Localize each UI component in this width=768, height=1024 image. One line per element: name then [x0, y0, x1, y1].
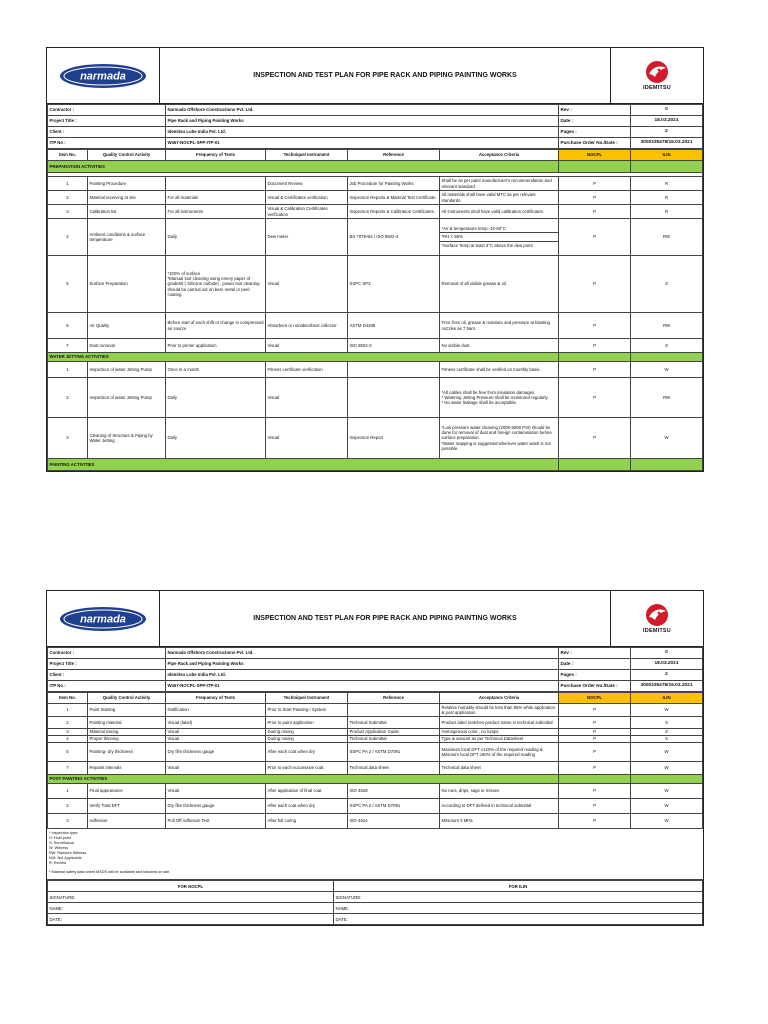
note-line: H: Hold point: [49, 835, 71, 840]
frequency-of-tests: Daily: [166, 378, 266, 418]
quality-control-activity: Material mixing: [88, 729, 166, 736]
technique-instrument: During mixing: [266, 729, 348, 736]
reference: Product Application Guide: [348, 729, 440, 736]
po-label: Purchase Order No./Date :: [559, 138, 631, 149]
nocpl-inspection-type: P: [559, 418, 631, 459]
reference-header: Reference: [348, 150, 440, 161]
nocpl-inspection-type: P: [559, 736, 631, 743]
quality-control-activity: Surface Preparation: [88, 256, 166, 313]
item-no: 7: [48, 762, 88, 775]
reference: SSPC SP3: [348, 256, 440, 313]
nocpl-inspection-type: P: [559, 814, 631, 829]
quality-control-activity: Adhesion: [88, 814, 166, 829]
narmada-logo-text: narmada: [80, 613, 126, 625]
table-row: [48, 743, 703, 762]
table-row: [48, 378, 703, 418]
info-row-contractor: [48, 648, 703, 659]
item-no: 7: [48, 339, 88, 353]
info-row-itp: [48, 681, 703, 692]
page-header: [47, 48, 703, 104]
quality-control-activity: Painting Procedure: [88, 177, 166, 191]
po-value: 3000335478/15.03.2021: [631, 681, 703, 692]
quality-control-activity: Inspection of water Jetting Pump: [88, 378, 166, 418]
item-no: 3: [48, 205, 88, 219]
reference: Inspection Reports & Calibration Certificates.: [348, 205, 440, 219]
nocpl-inspection-type: P: [559, 219, 631, 256]
frequency-of-tests: Prior to primer application: [166, 339, 266, 353]
narmada-logo-text: narmada: [80, 70, 126, 82]
frequency-of-tests: For all materials: [166, 191, 266, 205]
idemitsu-logo-text: IDEMITSU: [643, 628, 671, 634]
date-label: Date :: [559, 116, 631, 127]
ilin-inspection-type: S: [631, 729, 703, 736]
acceptance-criteria-line: *Surface Temp at least 3°C above the dew point: [441, 242, 533, 248]
itp-table-page-2: [47, 692, 703, 829]
acceptance-criteria: Type & amount as per Technical Datasheet: [440, 736, 559, 743]
client-label: Client :: [48, 670, 166, 681]
item-no: 3: [48, 418, 88, 459]
info-row-client: [48, 670, 703, 681]
frequency-of-tests: [166, 177, 266, 191]
frequency-of-tests: Visual: [166, 729, 266, 736]
frequency-of-tests: Visual (label): [166, 717, 266, 729]
table-row: [48, 362, 703, 378]
signature-row: [48, 892, 703, 903]
acceptance-criteria: According to DFT defined in technical submittal: [440, 799, 559, 814]
reference: [348, 362, 440, 378]
technique-instrument: Visual & Calibration Certificates verification: [266, 205, 348, 219]
quality-control-activity: Ambient conditions & surface temperature: [88, 219, 166, 256]
section-header-row: [48, 353, 703, 362]
project-info-table: [47, 647, 703, 692]
frequency-of-tests: Visual: [166, 784, 266, 799]
technique-instrument: After full curing: [266, 814, 348, 829]
itp-page-1: [46, 47, 704, 472]
technique-instrument: Fitness certificate verification: [266, 362, 348, 378]
acceptance-criteria: No visible dust: [440, 339, 559, 353]
reference: ISO 8502-3: [348, 339, 440, 353]
acceptance-criteria: Minimum 3 MPa: [440, 814, 559, 829]
ilin-inspection-type: RW: [631, 219, 703, 256]
item-no-header: Item No.: [48, 150, 88, 161]
ilin-inspection-type: R: [631, 205, 703, 219]
ilin-inspection-type: R: [631, 177, 703, 191]
project-info-table: [47, 104, 703, 149]
ilin-signature-field[interactable]: SIGNATURE:: [334, 892, 703, 903]
itp-page-2: [46, 590, 704, 926]
itp-label: ITP No :: [48, 138, 166, 149]
reference: SSPC PA 2 / ASTM D7091: [348, 799, 440, 814]
nocpl-header: NOCPL: [559, 150, 631, 161]
nocpl-inspection-type: P: [559, 704, 631, 717]
project-value: Pipe Rack and Piping Painting Works: [166, 116, 559, 127]
po-value: 3000335478/15.03.2021: [631, 138, 703, 149]
item-no-header: Item No.: [48, 693, 88, 704]
note-line: N/A: Not Applicable: [49, 855, 82, 860]
idemitsu-logo-text: IDEMITSU: [643, 85, 671, 91]
nocpl-date-field[interactable]: DATE:: [48, 914, 334, 925]
technique-instrument: Dew meter: [266, 219, 348, 256]
itp-label: ITP No :: [48, 681, 166, 692]
quality-control-activity: Calibration list: [88, 205, 166, 219]
quality-control-activity: Final appearance: [88, 784, 166, 799]
nocpl-inspection-type: P: [559, 339, 631, 353]
section-title: POST PAINTING ACTIVITIES: [48, 775, 559, 784]
reference: Job Procedure for Painting Works: [348, 177, 440, 191]
document-title: INSPECTION AND TEST PLAN FOR PIPE RACK AND PIPING PAINTING WORKS: [253, 615, 517, 622]
pages-label: Pages :: [559, 670, 631, 681]
section-nocpl-cell: [559, 775, 631, 784]
idemitsu-logo: [610, 591, 703, 646]
technique-instrument: Visual: [266, 378, 348, 418]
ilin-inspection-type: W: [631, 704, 703, 717]
ilin-date-field[interactable]: DATE:: [334, 914, 703, 925]
rev-value: 0: [631, 648, 703, 659]
item-no: 3: [48, 729, 88, 736]
quality-control-activity: Paint Starting: [88, 704, 166, 717]
reference: BS 7079-B4 / ISO 8502-4: [348, 219, 440, 256]
table-row: [48, 704, 703, 717]
table-row: [48, 784, 703, 799]
item-no: 1: [48, 362, 88, 378]
section-header-row: [48, 161, 703, 173]
column-header-row: [48, 693, 703, 704]
item-no: 3: [48, 814, 88, 829]
table-row: [48, 717, 703, 729]
nocpl-inspection-type: P: [559, 191, 631, 205]
quality-control-activity: Inspection of water Jetting Pump: [88, 362, 166, 378]
item-no: 5: [48, 743, 88, 762]
itp-table-page-1: [47, 149, 703, 471]
technique-header: Technique/ Instrument: [266, 150, 348, 161]
project-value: Pipe Rack and Piping Painting Works: [166, 659, 559, 670]
quality-control-activity: Painting material: [88, 717, 166, 729]
activity-header: Quality Control Activity: [88, 150, 166, 161]
section-ilin-cell: [631, 353, 703, 362]
section-nocpl-cell: [559, 459, 631, 471]
nocpl-inspection-type: P: [559, 784, 631, 799]
table-row: [48, 191, 703, 205]
technique-instrument: After each coat when dry: [266, 799, 348, 814]
table-row: [48, 256, 703, 313]
ilin-inspection-type: S: [631, 339, 703, 353]
nocpl-inspection-type: P: [559, 743, 631, 762]
table-row: [48, 799, 703, 814]
narmada-logo: [47, 591, 160, 646]
acceptance-criteria: *All cables shall be free from insulation damages. * Watering Jetting Pressure shall be monitored regularly. * No water leakage shall be acceptable.: [440, 378, 559, 418]
reference: ISO 4628: [348, 784, 440, 799]
item-no: 2: [48, 799, 88, 814]
reference: Inspection Report: [348, 418, 440, 459]
technique-instrument: After application of final coat: [266, 784, 348, 799]
section-title: PAINTING ACTIVITIES: [48, 459, 559, 471]
section-title: WATER JETTING ACTIVITIES: [48, 353, 559, 362]
info-row-client: [48, 127, 703, 138]
client-label: Client :: [48, 127, 166, 138]
quality-control-activity: Repaint intervals: [88, 762, 166, 775]
item-no: 1: [48, 704, 88, 717]
contractor-value: Narmada Offshore Constructions Pvt. Ltd.: [166, 648, 559, 659]
page-header: [47, 591, 703, 647]
note-line: R: Review: [49, 860, 67, 865]
nocpl-inspection-type: P: [559, 205, 631, 219]
acceptance-criteria: All materials shall have valid MTC as per relevant standards.: [440, 191, 559, 205]
nocpl-header: NOCPL: [559, 693, 631, 704]
acceptance-criteria: *Low pressure water cleaning (2000-5000 PSI) should be done for removal of dust and foreign contamination before surface preparation. *Water mapping is suggested wherever water wash is not possible.: [440, 418, 559, 459]
ilin-inspection-type: S: [631, 736, 703, 743]
ilin-name-field[interactable]: NAME:: [334, 903, 703, 914]
technique-instrument: Visual: [266, 256, 348, 313]
name-row: [48, 903, 703, 914]
po-label: Purchase Order No./Date :: [559, 681, 631, 692]
ilin-inspection-type: RW: [631, 313, 703, 339]
rev-value: 0: [631, 105, 703, 116]
ilin-inspection-type: R: [631, 191, 703, 205]
item-no: 1: [48, 784, 88, 799]
reference: ASTM D4285: [348, 313, 440, 339]
info-row-project: [48, 659, 703, 670]
ilin-inspection-type: W: [631, 743, 703, 762]
ilin-inspection-type: W: [631, 784, 703, 799]
project-label: Project Title :: [48, 116, 166, 127]
ilin-inspection-type: RW: [631, 378, 703, 418]
frequency-of-tests: Once in a month: [166, 362, 266, 378]
acceptance-criteria: Free from oil, grease & moisture and pressure at blasting nozzles as 7 bars.: [440, 313, 559, 339]
reference: Inspection Reports & Material Test Certificate.: [348, 191, 440, 205]
info-row-itp: [48, 138, 703, 149]
date-label: Date :: [559, 659, 631, 670]
contractor-label: Contractor :: [48, 648, 166, 659]
frequency-of-tests: Daily: [166, 418, 266, 459]
acceptance-criteria: Shall be as per paint manufacturer's recommendation and relevant standard.: [440, 177, 559, 191]
section-header-row: [48, 775, 703, 784]
table-row: [48, 339, 703, 353]
item-no: 6: [48, 313, 88, 339]
table-row: [48, 418, 703, 459]
nocpl-name-field[interactable]: NAME:: [48, 903, 334, 914]
acceptance-criteria: Product label matches product name in technical submittal: [440, 717, 559, 729]
section-header-row: [48, 459, 703, 471]
info-row-project: [48, 116, 703, 127]
item-no: 1: [48, 177, 88, 191]
ilin-inspection-type: W: [631, 799, 703, 814]
acceptance-criteria: Removal of all visible grease & oil.: [440, 256, 559, 313]
acceptance-header: Acceptance Criteria: [440, 150, 559, 161]
idemitsu-logo: [610, 48, 703, 103]
frequency-header: Frequency of Tests: [166, 693, 266, 704]
ilin-inspection-type: W: [631, 814, 703, 829]
acceptance-criteria: Homogenous color , no lumps: [440, 729, 559, 736]
client-value: Idemitsu Lube India Pvt. Ltd.: [166, 127, 559, 138]
narmada-logo-icon: [58, 62, 148, 90]
frequency-of-tests: Dry film thickness gauge: [166, 743, 266, 762]
technique-instrument: Visual: [266, 339, 348, 353]
rev-label: Rev :: [559, 648, 631, 659]
note-line: S: Surveillance: [49, 840, 75, 845]
technique-instrument: After each coat when dry: [266, 743, 348, 762]
note-line: W: Witness: [49, 845, 69, 850]
for-ilin-label: FOR ILIN: [334, 881, 703, 892]
pages-label: Pages :: [559, 127, 631, 138]
quality-control-activity: Proper thinning: [88, 736, 166, 743]
quality-control-activity: Material receiving at site: [88, 191, 166, 205]
pages-value: 2: [631, 670, 703, 681]
ilin-inspection-type: W: [631, 418, 703, 459]
frequency-of-tests: For all instruments: [166, 205, 266, 219]
date-row: [48, 914, 703, 925]
technique-instrument: Document Review: [266, 177, 348, 191]
technique-instrument: Visual: [266, 418, 348, 459]
acceptance-header: Acceptance Criteria: [440, 693, 559, 704]
acceptance-criteria: Relative humidity should be less than 85% while application & post application.: [440, 704, 559, 717]
reference-header: Reference: [348, 693, 440, 704]
technique-instrument: Prior to each successive coat: [266, 762, 348, 775]
nocpl-signature-field[interactable]: SIGNATURE:: [48, 892, 334, 903]
technique-header: Technique/ Instrument: [266, 693, 348, 704]
frequency-of-tests: Dry film thickness gauge: [166, 799, 266, 814]
activity-header: Quality Control Activity: [88, 693, 166, 704]
nocpl-inspection-type: P: [559, 729, 631, 736]
ilin-inspection-type: S: [631, 717, 703, 729]
quality-control-activity: Air Quality: [88, 313, 166, 339]
ilin-inspection-type: W: [631, 762, 703, 775]
item-no: 4: [48, 219, 88, 256]
ilin-inspection-type: W: [631, 362, 703, 378]
table-row: [48, 736, 703, 743]
note-line: RW: Random Witness: [49, 850, 87, 855]
inspection-notes: [47, 829, 703, 880]
frequency-of-tests: Daily: [166, 219, 266, 256]
info-row-contractor: [48, 105, 703, 116]
section-nocpl-cell: [559, 353, 631, 362]
frequency-of-tests: Before start of each shift or change in compressed air source: [166, 313, 266, 339]
date-value: 18.03.2021: [631, 116, 703, 127]
signoff-header-row: [48, 881, 703, 892]
quality-control-activity: Dust removal: [88, 339, 166, 353]
section-ilin-cell: [631, 161, 703, 173]
frequency-of-tests: Visual: [166, 736, 266, 743]
itp-value: W467-NOCPL-SPP-ITP-01: [166, 138, 559, 149]
item-no: 2: [48, 378, 88, 418]
note-line: * Material safety data sheet MSDS will be available and followed on site.: [49, 870, 171, 875]
nocpl-inspection-type: P: [559, 717, 631, 729]
table-row: [48, 177, 703, 191]
technique-instrument: Visual & Certificates verification: [266, 191, 348, 205]
note-line: * Inspection type:: [49, 831, 79, 835]
ilin-header: ILIN: [631, 150, 703, 161]
technique-instrument: Prior to paint application: [266, 717, 348, 729]
acceptance-criteria: Maximum local DFT ≤120% of the required reading & Minimum local DFT ≥80% of the required reading: [440, 743, 559, 762]
item-no: 5: [48, 256, 88, 313]
technique-instrument: Absorbent or nonabsorbent collector: [266, 313, 348, 339]
client-value: Idemitsu Lube India Pvt. Ltd.: [166, 670, 559, 681]
section-ilin-cell: [631, 459, 703, 471]
item-no: 2: [48, 191, 88, 205]
idemitsu-emblem-icon: [644, 60, 670, 84]
narmada-logo-icon: [58, 605, 148, 633]
table-row: [48, 313, 703, 339]
table-row: [48, 205, 703, 219]
technique-instrument: During mixing: [266, 736, 348, 743]
table-row: [48, 762, 703, 775]
section-title: PREPARATION ACTIVITIES: [48, 161, 559, 173]
ilin-inspection-type: S: [631, 256, 703, 313]
frequency-of-tests: Pull Off Adhesion Test: [166, 814, 266, 829]
frequency-header: Frequency of Tests: [166, 150, 266, 161]
reference: SSPC PA 2 / ASTM D7091: [348, 743, 440, 762]
rev-label: Rev :: [559, 105, 631, 116]
for-nocpl-label: FOR NOCPL: [48, 881, 334, 892]
nocpl-inspection-type: P: [559, 799, 631, 814]
date-value: 18.03.2021: [631, 659, 703, 670]
reference: [348, 704, 440, 717]
reference: Technical Submittal: [348, 736, 440, 743]
narmada-logo: [47, 48, 160, 103]
nocpl-inspection-type: P: [559, 362, 631, 378]
document-title: INSPECTION AND TEST PLAN FOR PIPE RACK AND PIPING PAINTING WORKS: [253, 72, 517, 79]
signoff-table: [47, 880, 703, 925]
technique-instrument: Prior to Start Painting / System: [266, 704, 348, 717]
acceptance-criteria-line: *Air & temperature temp.-10-50°C: [440, 225, 558, 233]
table-row: [48, 729, 703, 736]
project-label: Project Title :: [48, 659, 166, 670]
nocpl-inspection-type: P: [559, 256, 631, 313]
quality-control-activity: Painting- dry thickness: [88, 743, 166, 762]
nocpl-inspection-type: P: [559, 177, 631, 191]
nocpl-inspection-type: P: [559, 378, 631, 418]
acceptance-criteria: Fitness certificate shall be verified on monthly basis.: [440, 362, 559, 378]
contractor-label: Contractor :: [48, 105, 166, 116]
section-ilin-cell: [631, 775, 703, 784]
table-row: [48, 219, 703, 256]
acceptance-criteria: All instruments shall have valid calibration certificates.: [440, 205, 559, 219]
pages-value: 2: [631, 127, 703, 138]
frequency-of-tests: *100% of surface *Manual tool cleaning using emery paper of grade60 ( Silicone carbide) , power tool cleaning should be carried out on bare metal or peel coating.: [166, 256, 266, 313]
item-no: 4: [48, 736, 88, 743]
reference: Technical Submittal: [348, 717, 440, 729]
contractor-value: Narmada Offshore Constructions Pvt. Ltd.: [166, 105, 559, 116]
quality-control-activity: Verify Total DFT: [88, 799, 166, 814]
quality-control-activity: Cleaning of Structure & Piping by Water Jetting: [88, 418, 166, 459]
frequency-of-tests: Notification: [166, 704, 266, 717]
frequency-of-tests: Visual: [166, 762, 266, 775]
section-nocpl-cell: [559, 161, 631, 173]
table-row: [48, 814, 703, 829]
acceptance-criteria: No runs, drips, sags or misses: [440, 784, 559, 799]
column-header-row: [48, 150, 703, 161]
nocpl-inspection-type: P: [559, 313, 631, 339]
acceptance-criteria: [440, 219, 559, 256]
itp-value: W467-NOCPL-SPP-ITP-01: [166, 681, 559, 692]
reference: [348, 378, 440, 418]
nocpl-inspection-type: P: [559, 762, 631, 775]
item-no: 2: [48, 717, 88, 729]
acceptance-criteria-line: *RH:< 85%: [440, 233, 558, 241]
reference: Technical data sheet: [348, 762, 440, 775]
idemitsu-emblem-icon: [644, 603, 670, 627]
ilin-header: ILIN: [631, 693, 703, 704]
acceptance-criteria: Technical data sheet: [440, 762, 559, 775]
reference: ISO 4624: [348, 814, 440, 829]
